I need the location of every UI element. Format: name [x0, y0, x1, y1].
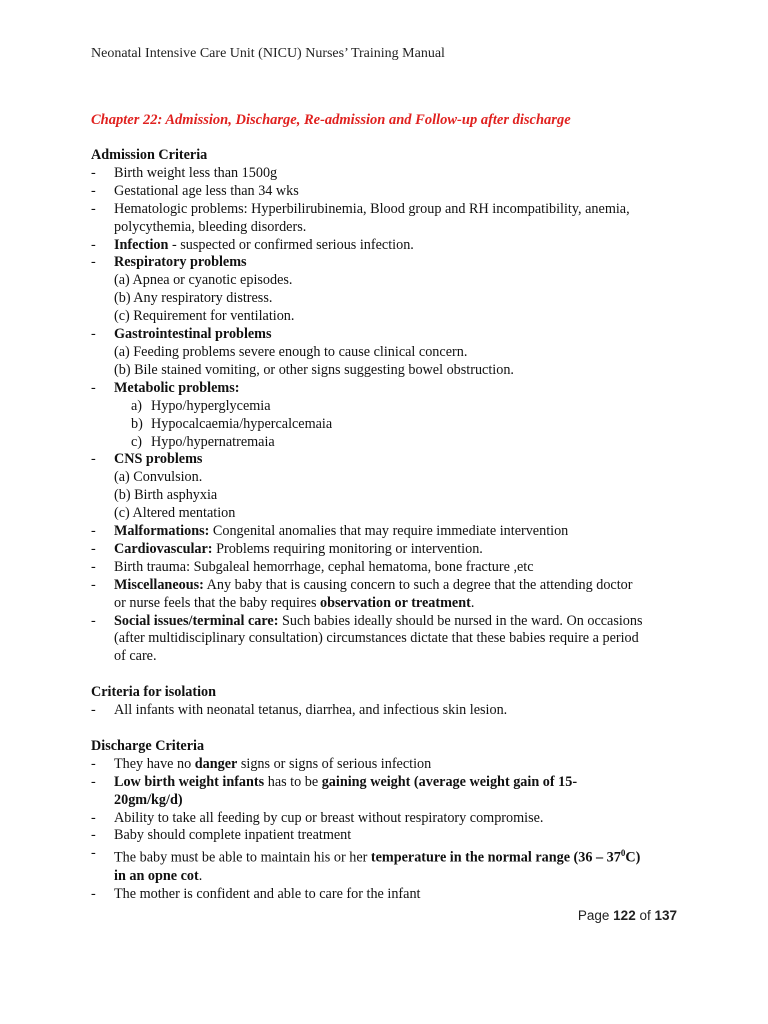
list-item-social-issues: - Social issues/terminal care: Such babies ideally should be nursed in the ward. On occasions (after multidisciplinary consultation) circumstances dictate that these babies require a period of care.: [91, 612, 643, 665]
list-item-gastrointestinal: - Gastrointestinal problems: [91, 326, 272, 343]
list-item-infection: - Infection - suspected or confirmed serious infection.: [91, 236, 414, 253]
list-item-miscellaneous: - Miscellaneous: Any baby that is causing concern to such a degree that the attending doctor or nurse feels that the baby requires observation or treatment.: [91, 576, 633, 611]
list-item-isolation: - All infants with neonatal tetanus, diarrhea, and infectious skin lesion.: [91, 702, 508, 719]
list-item-cns: - CNS problems: [91, 451, 203, 468]
page-content: [91, 147, 691, 904]
metabolic-sub-b: b) Hypocalcaemia/hypercalcemaia: [131, 415, 333, 432]
metabolic-sub-c: c) Hypo/hypernatremaia: [131, 433, 275, 450]
metabolic-sub-a: a) Hypo/hyperglycemia: [131, 397, 271, 414]
list-item-malformations: - Malformations: Congenital anomalies that may require immediate intervention: [91, 523, 569, 540]
cns-sub-b: (b) Birth asphyxia: [114, 487, 218, 504]
running-header: Neonatal Intensive Care Unit (NICU) Nurses’ Training Manual: [91, 46, 445, 61]
list-item-respiratory: - Respiratory problems: [91, 254, 247, 271]
list-item-gestational-age: - Gestational age less than 34 wks: [91, 182, 299, 199]
list-item-birth-trauma: - Birth trauma: Subgaleal hemorrhage, cephal hematoma, bone fracture ,etc: [91, 558, 534, 575]
list-item-low-birth-weight: - Low birth weight infants has to be gaining weight (average weight gain of 15- 20gm/kg/d): [91, 773, 578, 808]
discharge-criteria-heading: Discharge Criteria: [91, 737, 205, 754]
list-item-feeding: - Ability to take all feeding by cup or breast without respiratory compromise.: [91, 809, 544, 826]
page-number-footer: Page 122 of 137: [577, 908, 677, 923]
chapter-title: Chapter 22: Admission, Discharge, Re-admission and Follow-up after discharge: [91, 112, 571, 128]
respiratory-sub-b: (b) Any respiratory distress.: [114, 290, 273, 307]
isolation-criteria-heading: Criteria for isolation: [91, 684, 217, 701]
respiratory-sub-a: (a) Apnea or cyanotic episodes.: [114, 272, 293, 289]
total-pages: 137: [654, 908, 677, 923]
list-item-hematologic: - Hematologic problems: Hyperbilirubinemia, Blood group and RH incompatibility, anemia, polycythemia, bleeding disorders.: [91, 200, 630, 235]
admission-criteria-heading: Admission Criteria: [91, 147, 208, 163]
respiratory-sub-c: (c) Requirement for ventilation.: [114, 308, 295, 325]
gi-sub-a: (a) Feeding problems severe enough to cause clinical concern.: [114, 343, 468, 360]
cns-sub-c: (c) Altered mentation: [114, 505, 236, 522]
list-item-cardiovascular: - Cardiovascular: Problems requiring monitoring or intervention.: [91, 540, 483, 557]
list-item-birth-weight: - Birth weight less than 1500g: [91, 164, 278, 181]
list-item-temperature: - The baby must be able to maintain his or her temperature in the normal range $(36 - 37^0C)$ in an opne cot.: [91, 845, 641, 884]
gi-sub-b: (b) Bile stained vomiting, or other signs suggesting bowel obstruction.: [114, 361, 514, 378]
list-item-inpatient-treatment: - Baby should complete inpatient treatment: [91, 827, 352, 844]
current-page-number: 122: [613, 908, 636, 923]
list-item-danger-signs: - They have no danger signs or signs of serious infection: [91, 755, 432, 772]
cns-sub-a: (a) Convulsion.: [114, 469, 203, 486]
list-item-metabolic: - Metabolic problems:: [91, 379, 240, 396]
list-item-mother-confident: - The mother is confident and able to care for the infant: [91, 885, 421, 902]
